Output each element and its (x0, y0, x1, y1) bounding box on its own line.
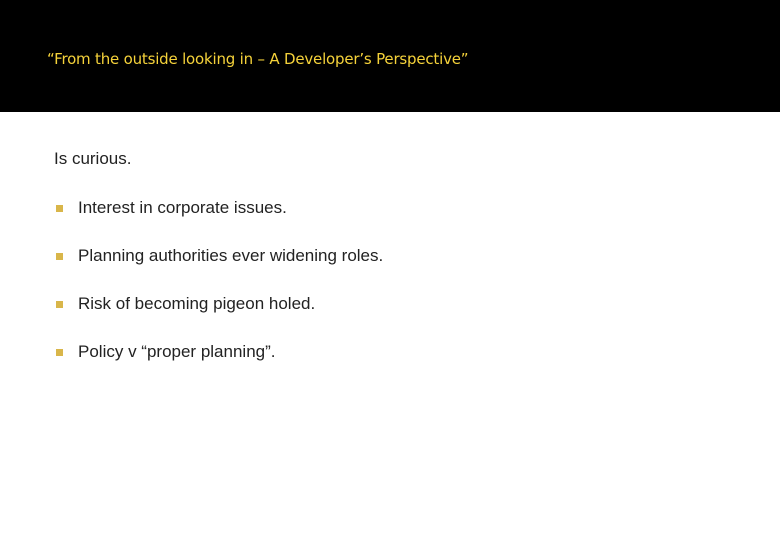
square-bullet-icon (56, 253, 63, 260)
square-bullet-icon (56, 349, 63, 356)
intro-text: Is curious. (54, 149, 132, 168)
bullet-text: Policy v “proper planning”. (78, 342, 276, 361)
bullet-text: Risk of becoming pigeon holed. (78, 294, 316, 313)
bullet-item (54, 196, 287, 220)
slide-body (0, 112, 780, 540)
bullet-item (54, 244, 383, 268)
slide-title: “From the outside looking in – A Developer’s Perspective” (47, 50, 469, 68)
bullet-text: Interest in corporate issues. (78, 198, 287, 217)
bullet-text: Planning authorities ever widening roles. (78, 246, 384, 265)
square-bullet-icon (56, 205, 63, 212)
square-bullet-icon (56, 301, 63, 308)
bullet-item (54, 292, 315, 316)
title-bar (0, 0, 780, 112)
bullet-item (54, 340, 275, 364)
